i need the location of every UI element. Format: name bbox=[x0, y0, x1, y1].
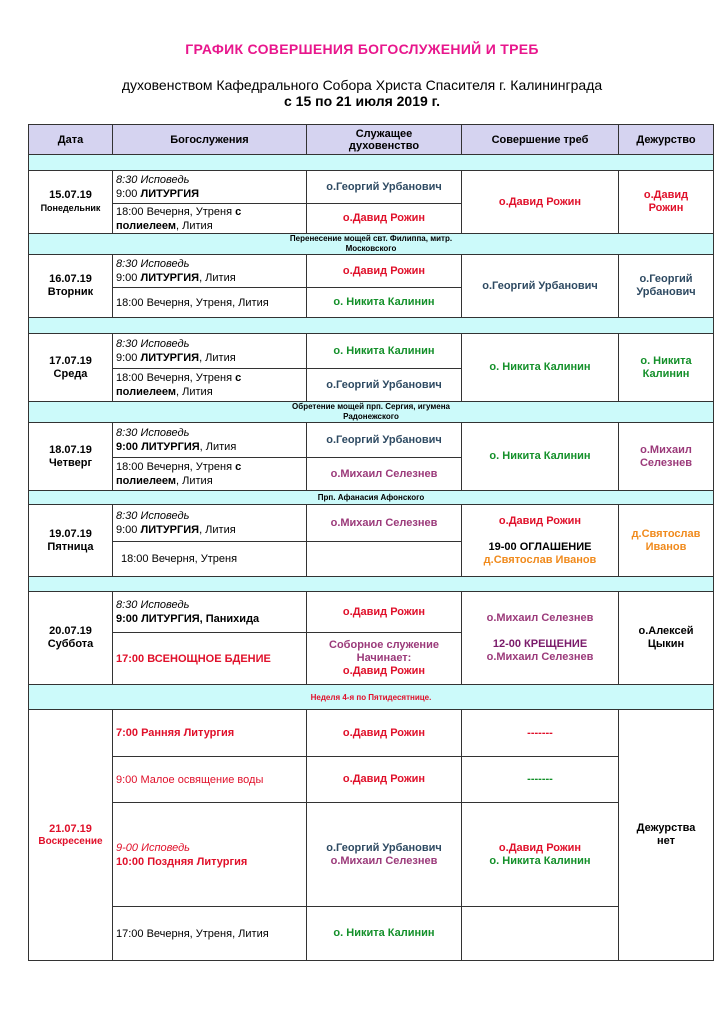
clergy-cell: о. Никита Калинин bbox=[307, 334, 462, 369]
clergy-cell: о.Георгий Урбанович bbox=[307, 423, 462, 458]
duty-cell: о. Никита Калинин bbox=[619, 334, 714, 402]
clergy-cell: Соборное служение Начинает: о.Давид Рожин bbox=[307, 633, 462, 685]
band-row: Обретение мощей прп. Сергия, игумена Радонежского bbox=[29, 402, 714, 423]
clergy-cell: о.Давид Рожин bbox=[307, 592, 462, 633]
service-cell: 8:30 Исповедь 9:00 ЛИТУРГИЯ, Панихида bbox=[113, 592, 307, 633]
service-cell: 18:00 Вечерня, Утреня с полиелеем, Лития bbox=[113, 369, 307, 402]
date-range: с 15 по 21 июля 2019 г. bbox=[283, 93, 441, 109]
table-row bbox=[29, 803, 714, 907]
table-row bbox=[29, 907, 714, 961]
clergy-cell: о.Давид Рожин bbox=[307, 710, 462, 757]
service-cell: 17:00 Вечерня, Утреня, Лития bbox=[113, 907, 307, 961]
page-title: ГРАФИК СОВЕРШЕНИЯ БОГОСЛУЖЕНИЙ И ТРЕБ bbox=[185, 41, 539, 57]
service-cell: 8:30 Исповедь 9:00 ЛИТУРГИЯ, Лития bbox=[113, 334, 307, 369]
duty-cell: о.Давид Рожин bbox=[619, 171, 714, 234]
band-row: Неделя 4-я по Пятидесятнице. bbox=[29, 685, 714, 710]
clergy-cell: о.Георгий Урбанович bbox=[307, 369, 462, 402]
treby-cell: о. Никита Калинин bbox=[462, 334, 619, 402]
service-cell: 18:00 Вечерня, Утреня с полиелеем, Лития bbox=[113, 204, 307, 234]
band-row bbox=[29, 577, 714, 592]
duty-cell: д.Святослав Иванов bbox=[619, 505, 714, 577]
clergy-cell: о. Никита Калинин bbox=[307, 288, 462, 318]
duty-cell: о.Михаил Селезнев bbox=[619, 423, 714, 491]
band-row: Перенесение мощей свт. Филиппа, митр. Московского bbox=[29, 234, 714, 255]
band-row bbox=[29, 318, 714, 334]
service-cell: 18:00 Вечерня, Утреня с полиелеем, Лития bbox=[113, 458, 307, 491]
date-cell: 15.07.19 Понедельник bbox=[29, 171, 113, 234]
date-cell: 18.07.19 Четверг bbox=[29, 423, 113, 491]
col-header-treby: Совершение треб bbox=[462, 125, 619, 155]
date-cell: 16.07.19 Вторник bbox=[29, 255, 113, 318]
table-row bbox=[29, 757, 714, 803]
page-subtitle: духовенством Кафедрального Собора Христа Спасителя г. Калининграда bbox=[121, 77, 603, 93]
service-cell: 8:30 Исповедь 9:00 ЛИТУРГИЯ, Лития bbox=[113, 505, 307, 542]
service-cell: 8:30 Исповедь 9:00 ЛИТУРГИЯ, Лития bbox=[113, 423, 307, 458]
table-row bbox=[29, 334, 714, 369]
treby-cell-empty bbox=[462, 907, 619, 961]
col-header-date: Дата bbox=[29, 125, 113, 155]
service-cell: 8:30 Исповедь 9:00 ЛИТУРГИЯ, Лития bbox=[113, 255, 307, 288]
treby-cell: о.Георгий Урбанович bbox=[462, 255, 619, 318]
clergy-cell: о.Давид Рожин bbox=[307, 204, 462, 234]
table-row bbox=[29, 423, 714, 458]
table-row bbox=[29, 171, 714, 204]
table-header-row bbox=[29, 125, 714, 155]
table-row bbox=[29, 505, 714, 542]
table-row bbox=[29, 592, 714, 633]
col-header-services: Богослужения bbox=[113, 125, 307, 155]
duty-cell: о.Алексей Цыкин bbox=[619, 592, 714, 685]
clergy-cell: о.Михаил Селезнев bbox=[307, 458, 462, 491]
treby-cell: о. Никита Калинин bbox=[462, 423, 619, 491]
service-cell: 9-00 Исповедь 10:00 Поздняя Литургия bbox=[113, 803, 307, 907]
col-header-clergy: Служащее духовенство bbox=[307, 125, 462, 155]
treby-cell: о.Давид Рожин 19-00 ОГЛАШЕНИЕ д.Святослав Иванов bbox=[462, 505, 619, 577]
col-header-duty: Дежурство bbox=[619, 125, 714, 155]
service-cell: 9:00 Малое освящение воды bbox=[113, 757, 307, 803]
schedule-table bbox=[28, 124, 714, 961]
clergy-cell: о.Давид Рожин bbox=[307, 757, 462, 803]
treby-cell: о.Михаил Селезнев 12-00 КРЕЩЕНИЕ о.Михаил Селезнев bbox=[462, 592, 619, 685]
service-cell: 18:00 Вечерня, Утреня bbox=[113, 542, 307, 577]
clergy-cell: о.Давид Рожин bbox=[307, 255, 462, 288]
treby-cell: ------- bbox=[462, 710, 619, 757]
clergy-cell: о.Георгий Урбанович о.Михаил Селезнев bbox=[307, 803, 462, 907]
clergy-cell-empty bbox=[307, 542, 462, 577]
table-row bbox=[29, 255, 714, 288]
service-cell: 17:00 ВСЕНОЩНОЕ БДЕНИЕ bbox=[113, 633, 307, 685]
clergy-cell: о. Никита Калинин bbox=[307, 907, 462, 961]
duty-cell: о.Георгий Урбанович bbox=[619, 255, 714, 318]
clergy-cell: о.Георгий Урбанович bbox=[307, 171, 462, 204]
treby-cell: ------- bbox=[462, 757, 619, 803]
table-row bbox=[29, 710, 714, 757]
service-cell: 18:00 Вечерня, Утреня, Лития bbox=[113, 288, 307, 318]
date-cell: 19.07.19 Пятница bbox=[29, 505, 113, 577]
date-cell: 17.07.19 Среда bbox=[29, 334, 113, 402]
clergy-cell: о.Михаил Селезнев bbox=[307, 505, 462, 542]
duty-cell: Дежурства нет bbox=[619, 710, 714, 961]
service-cell: 7:00 Ранняя Литургия bbox=[113, 710, 307, 757]
treby-cell: о.Давид Рожин о. Никита Калинин bbox=[462, 803, 619, 907]
treby-cell: о.Давид Рожин bbox=[462, 171, 619, 234]
service-cell: 8:30 Исповедь 9:00 ЛИТУРГИЯ bbox=[113, 171, 307, 204]
date-cell: 20.07.19 Суббота bbox=[29, 592, 113, 685]
band-row: Прп. Афанасия Афонского bbox=[29, 491, 714, 505]
band-row bbox=[29, 155, 714, 171]
date-cell: 21.07.19 Воскресение bbox=[29, 710, 113, 961]
